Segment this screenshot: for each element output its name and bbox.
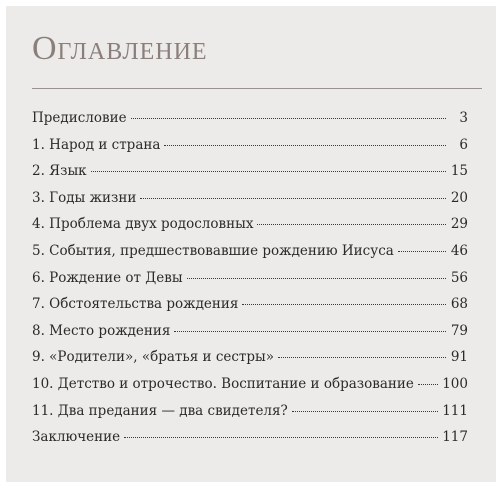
toc-page-number: 20 — [450, 189, 468, 206]
toc-entry-title: 9. «Родители», «братья и сестры» — [32, 349, 275, 366]
toc-entry — [32, 376, 468, 403]
toc-entry — [32, 163, 468, 190]
toc-page-number: 111 — [442, 402, 468, 419]
dot-leader — [242, 304, 446, 305]
toc-entry — [32, 110, 468, 137]
toc-entry-title: 6. Рождение от Девы — [32, 269, 183, 286]
toc-entry-title: 2. Язык — [32, 163, 87, 180]
toc-entry-title: Предисловие — [32, 110, 127, 126]
toc-page-number: 117 — [442, 429, 468, 446]
toc-entry-title: Заключение — [32, 429, 121, 446]
toc-entry-title: 11. Два предания — два свидетеля? — [32, 402, 288, 419]
dot-leader — [164, 145, 446, 146]
toc-entry-title: 5. События, предшествовавшие рождению Иисуса — [32, 242, 394, 259]
toc-page-number: 91 — [450, 349, 468, 366]
table-of-contents — [32, 110, 468, 456]
toc-entry-title: 7. Обстоятельства рождения — [32, 296, 239, 313]
dot-leader — [257, 224, 446, 225]
toc-entry — [32, 349, 468, 376]
dot-leader — [418, 384, 438, 385]
dot-leader — [187, 278, 446, 279]
toc-page-number: 3 — [459, 110, 468, 126]
toc-page-number: 100 — [442, 375, 468, 392]
toc-entry — [32, 296, 468, 323]
toc-page-number: 79 — [450, 322, 468, 339]
book-page — [6, 6, 496, 482]
dot-leader — [278, 357, 446, 358]
toc-page-number: 29 — [450, 216, 468, 233]
page-title: Оглавление — [32, 30, 208, 67]
toc-entry — [32, 270, 468, 297]
toc-entry — [32, 216, 468, 243]
toc-entry-title: 3. Годы жизни — [32, 189, 137, 206]
toc-entry-title: 4. Проблема двух родословных — [32, 216, 254, 233]
toc-page-number: 68 — [450, 296, 468, 313]
toc-entry — [32, 137, 468, 164]
toc-entry — [32, 323, 468, 350]
dot-leader — [140, 198, 446, 199]
dot-leader — [124, 437, 438, 438]
dot-leader — [131, 118, 446, 119]
toc-entry — [32, 190, 468, 217]
toc-entry — [32, 429, 468, 456]
toc-page-number: 56 — [450, 269, 468, 286]
toc-page-number: 46 — [450, 242, 468, 259]
toc-entry — [32, 403, 468, 430]
title-divider — [32, 88, 482, 89]
dot-leader — [292, 411, 438, 412]
toc-entry-title: 8. Место рождения — [32, 322, 171, 339]
toc-page-number: 6 — [459, 136, 468, 153]
dot-leader — [174, 331, 446, 332]
toc-entry-title: 1. Народ и страна — [32, 136, 161, 153]
dot-leader — [91, 171, 446, 172]
toc-entry — [32, 243, 468, 270]
toc-entry-title: 10. Детство и отрочество. Воспитание и образование — [32, 375, 414, 392]
dot-leader — [398, 251, 446, 252]
toc-page-number: 15 — [450, 163, 468, 180]
